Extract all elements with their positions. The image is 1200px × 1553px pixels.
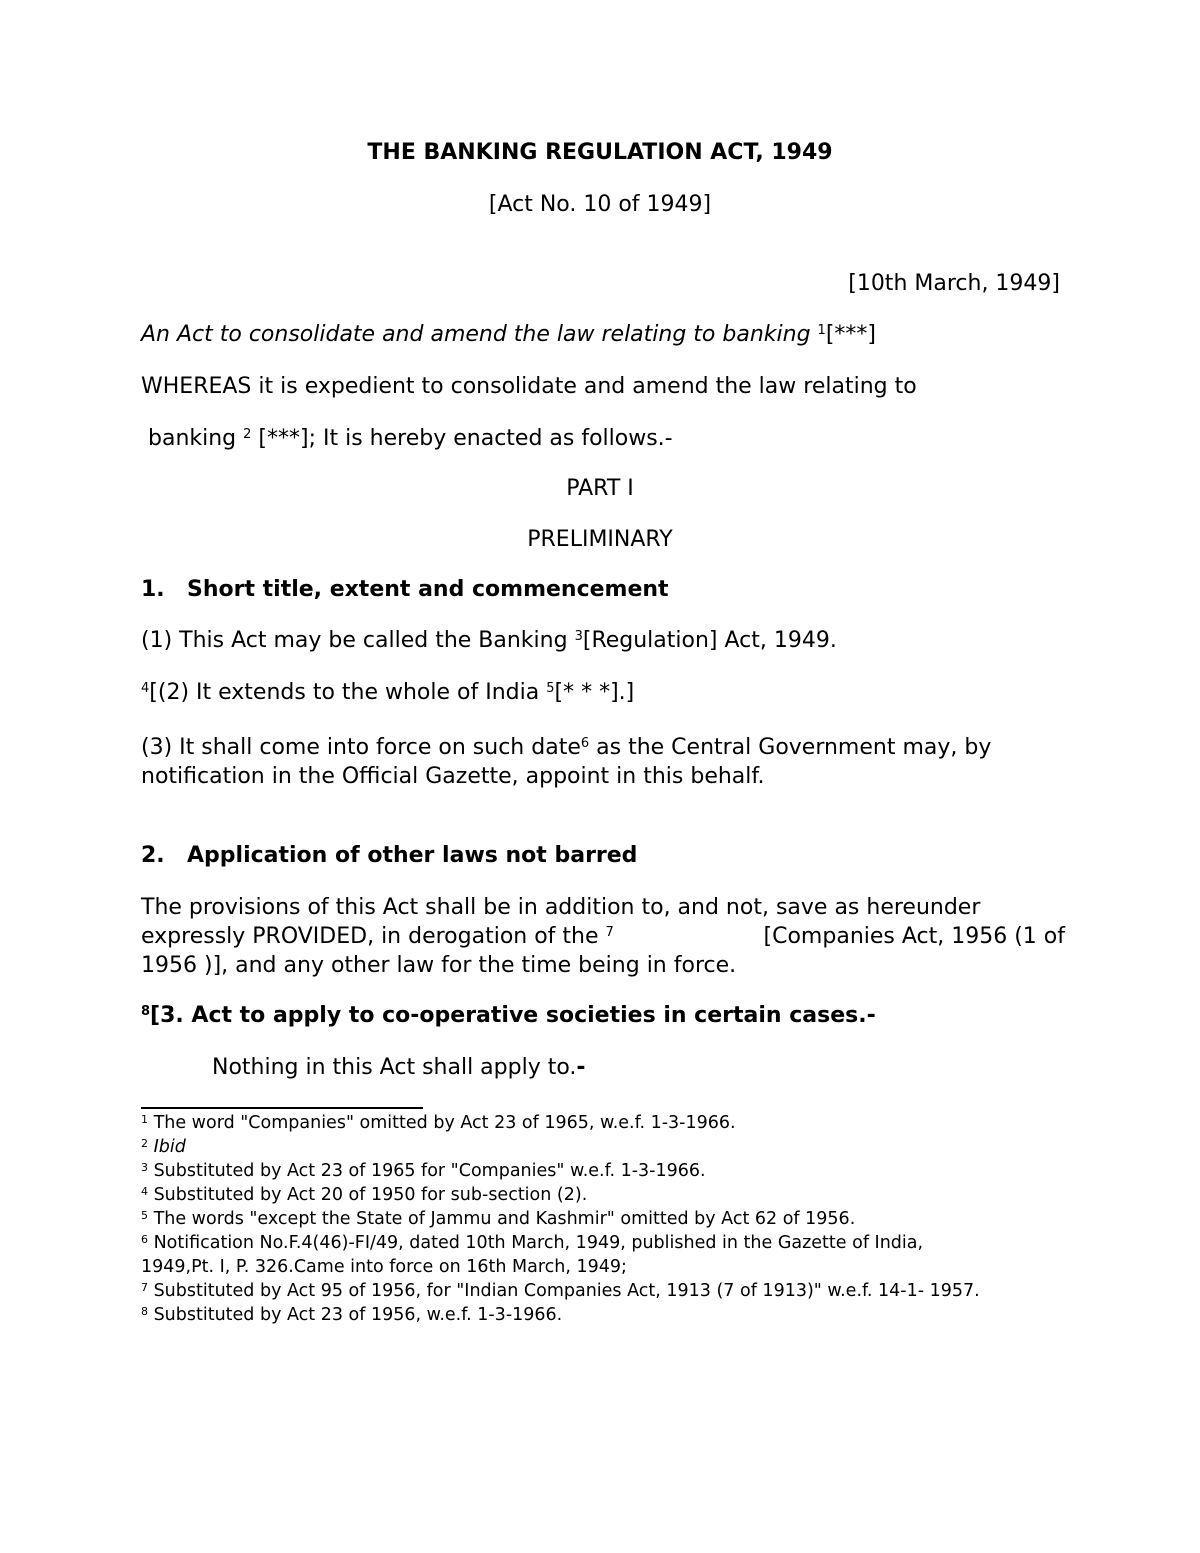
section-2-line-2 [141,922,1065,951]
footnote-ref-6[interactable]: 6 [580,736,590,751]
footnote-7-ref: 7 [141,1281,148,1294]
footnote-separator [141,1107,423,1109]
section-1-sub-3-line-2: notification in the Official Gazette, appoint in this behalf. [141,764,765,789]
section-1-sub-3-suffix: as the Central Government may, by [589,735,992,760]
footnote-8 [141,1303,1091,1327]
footnote-ref-7[interactable]: 7 [605,925,614,940]
section-3-title: [3. Act to apply to co-operative societies in certain cases.- [150,1003,876,1028]
preamble-line-2-prefix: banking [148,426,244,451]
footnote-3-text: Substituted by Act 23 of 1965 for "Companies" w.e.f. 1-3-1966. [148,1161,706,1181]
section-2-line-3: 1956 )], and any other law for the time being in force. [141,953,737,978]
section-2-line-1: The provisions of this Act shall be in addition to, and not, save as hereunder [141,895,981,920]
section-2-number: 2. [141,843,165,868]
section-1-sub-3-line-1 [141,733,1065,762]
footnote-8-ref: 8 [141,1305,148,1318]
footnote-5 [141,1207,1091,1231]
section-3-heading [141,1001,1065,1030]
section-1-sub-1-prefix: (1) This Act may be called the Banking [141,628,575,653]
section-2-heading [141,841,1065,870]
section-1-heading [141,575,1065,604]
footnote-6-continued [141,1255,1091,1279]
preamble-line-2-suffix: [***]; It is hereby enacted as follows.- [251,426,673,451]
footnote-3 [141,1159,1091,1183]
preamble-line-1: WHEREAS it is expedient to consolidate and amend the law relating to [141,374,917,399]
footnote-4-text: Substituted by Act 20 of 1950 for sub-section (2). [148,1185,588,1205]
footnote-5-ref: 5 [141,1209,148,1222]
section-2-line-2-suffix: [Companies Act, 1956 (1 of [763,924,1065,949]
footnote-3-ref: 3 [141,1161,148,1174]
footnote-1 [141,1111,1091,1135]
part-number: PART I [566,476,634,501]
act-date: [10th March, 1949] [848,271,1060,296]
section-3-body-dash: - [576,1055,586,1080]
footnote-6-ref: 6 [141,1233,148,1246]
footnote-6-continued-text: 1949,Pt. I, P. 326.Came into force on 16th March, 1949; [141,1257,627,1277]
footnote-ref-8[interactable]: 8 [141,1004,151,1019]
section-2-line-2-prefix-text: expressly PROVIDED, in derogation of the [141,924,606,949]
part-heading: PRELIMINARY [527,527,673,552]
long-title [141,320,1065,349]
section-1-sub-2 [141,678,1065,707]
section-1-sub-2-text: [(2) It extends to the whole of India [149,680,547,705]
section-3-body-text: Nothing in this Act shall apply to. [212,1055,577,1080]
footnote-ref-3[interactable]: 3 [574,629,583,644]
footnote-6 [141,1231,1091,1255]
footnote-2-ref: 2 [141,1137,148,1150]
footnote-ref-1[interactable]: 1 [817,323,826,338]
footnote-2-text: Ibid [148,1137,186,1157]
footnote-8-text: Substituted by Act 23 of 1956, w.e.f. 1-3-1966. [148,1305,563,1325]
act-number: [Act No. 10 of 1949] [488,192,712,217]
footnote-7 [141,1279,1091,1303]
section-1-sub-3-prefix: (3) It shall come into force on such date [141,735,581,760]
section-1-number: 1. [141,577,165,602]
footnote-1-text: The word "Companies" omitted by Act 23 of 1965, w.e.f. 1-3-1966. [148,1113,736,1133]
preamble-line-2 [148,424,1072,453]
section-1-sub-2-suffix: [* * *].] [554,680,635,705]
section-2-line-2-prefix [141,922,614,951]
long-title-text: An Act to consolidate and amend the law relating to banking [141,322,818,347]
footnote-ref-4[interactable]: 4 [141,681,150,696]
footnote-2 [141,1135,1091,1159]
footnote-ref-2[interactable]: 2 [243,427,252,442]
footnote-ref-5[interactable]: 5 [546,681,555,696]
footnote-1-ref: 1 [141,1113,148,1126]
footnote-6-text: Notification No.F.4(46)-FI/49, dated 10th March, 1949, published in the Gazette of India, [148,1233,924,1253]
footnote-5-text: The words "except the State of Jammu and Kashmir" omitted by Act 62 of 1956. [148,1209,856,1229]
section-1-sub-1-suffix: [Regulation] Act, 1949. [582,628,837,653]
footnote-7-text: Substituted by Act 95 of 1956, for "Indian Companies Act, 1913 (7 of 1913)" w.e.f. 14-1- 1957. [148,1281,980,1301]
footnote-4-ref: 4 [141,1185,148,1198]
section-1-sub-1 [141,626,1065,655]
long-title-omission: [***] [825,322,876,347]
document-title: THE BANKING REGULATION ACT, 1949 [367,140,833,165]
footnote-4 [141,1183,1091,1207]
section-3-body [212,1053,1136,1082]
section-2-title: Application of other laws not barred [187,843,638,868]
section-1-title: Short title, extent and commencement [187,577,669,602]
